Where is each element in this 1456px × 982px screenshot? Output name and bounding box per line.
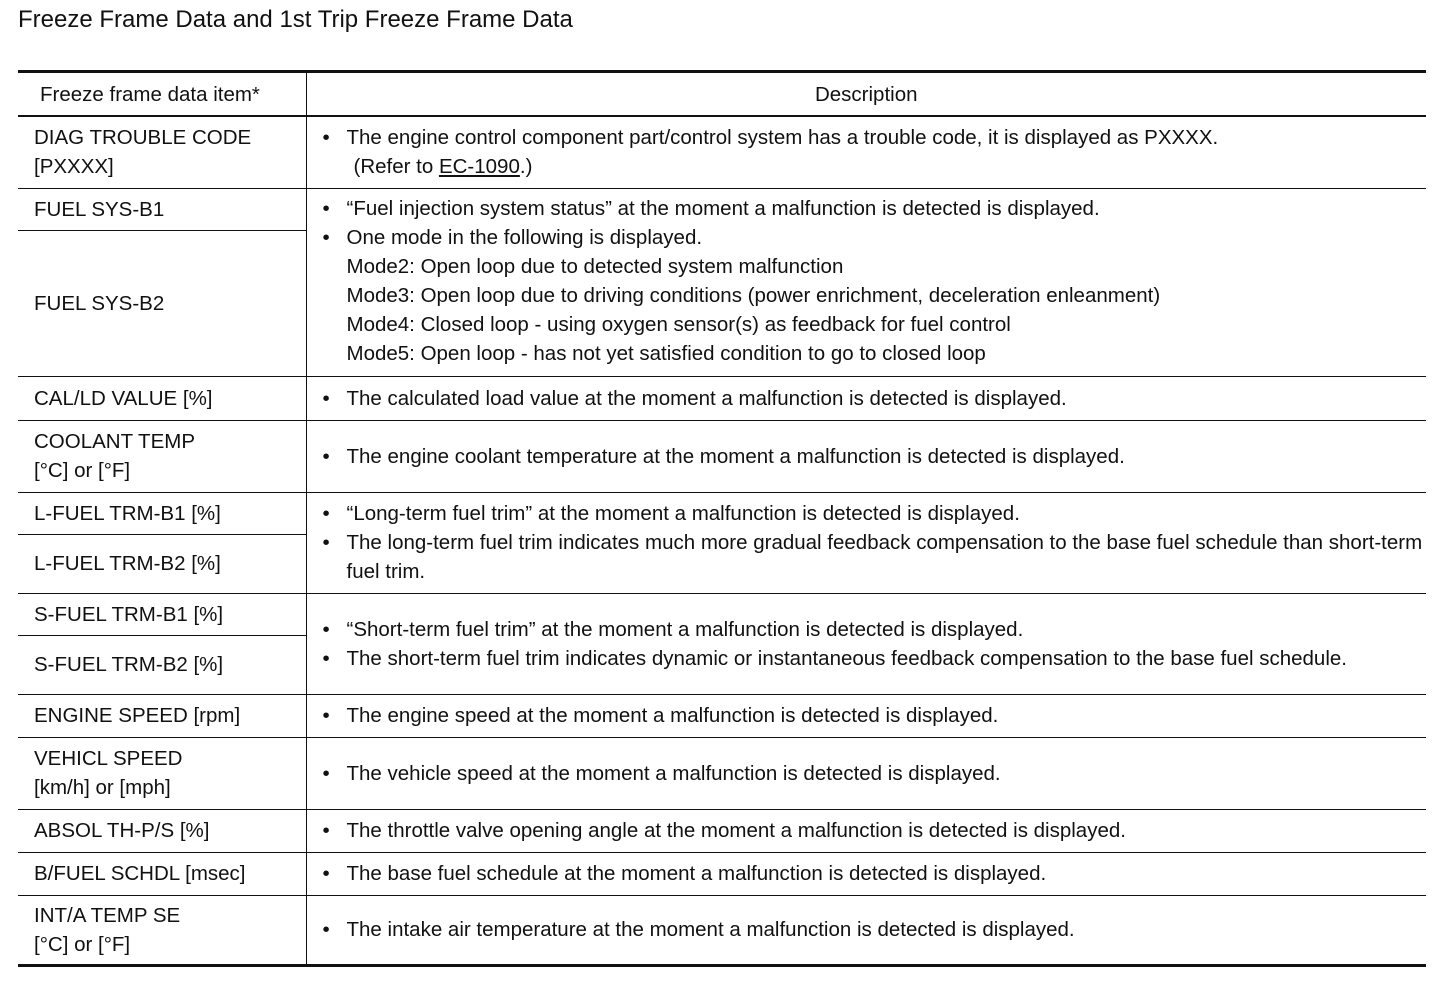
item-unit: [°C] or [°F]	[34, 932, 131, 956]
bullet-item: • The base fuel schedule at the moment a malfunction is detected is displayed.	[323, 859, 1427, 888]
item-cell	[18, 895, 306, 965]
table-row	[18, 593, 1426, 635]
bullet-item: • “Long-term fuel trim” at the moment a malfunction is detected is displayed.	[323, 499, 1427, 528]
table-row	[18, 737, 1426, 809]
ref-prefix: (Refer to	[353, 155, 439, 179]
description-text: • The engine control component part/control system has a trouble code, it is displayed as PXXXX.	[346, 126, 1219, 150]
item-cell: L-FUEL TRM-B2 [%]	[18, 534, 306, 593]
description-cell	[306, 116, 1426, 188]
item-cell: S-FUEL TRM-B1 [%]	[18, 593, 306, 635]
bullet-item: • The engine speed at the moment a malfunction is detected is displayed.	[323, 701, 1427, 730]
item-cell	[18, 737, 306, 809]
freeze-frame-table	[18, 70, 1426, 967]
item-cell: L-FUEL TRM-B1 [%]	[18, 492, 306, 534]
reference-link[interactable]: EC-1090	[438, 155, 520, 179]
bullet-item	[323, 123, 1427, 181]
description-cell	[306, 420, 1426, 492]
description-cell	[306, 593, 1426, 694]
item-label: COOLANT TEMP	[34, 430, 195, 453]
table-row	[18, 116, 1426, 188]
item-cell	[18, 116, 306, 188]
item-cell	[18, 420, 306, 492]
bullet-item: • The short-term fuel trim indicates dynamic or instantaneous feedback compensation to the base fuel schedule.	[323, 644, 1427, 673]
mode-line: Mode2: Open loop due to detected system malfunction	[346, 255, 844, 278]
table-row	[18, 492, 1426, 534]
header-description: Description	[306, 72, 1426, 117]
description-cell	[306, 492, 1426, 593]
bullet-item: • The engine coolant temperature at the moment a malfunction is detected is displayed.	[323, 442, 1427, 471]
item-label: INT/A TEMP SE	[34, 903, 181, 927]
mode-line: Mode4: Closed loop - using oxygen sensor(s) as feedback for fuel control	[346, 313, 1011, 336]
item-label: VEHICL SPEED	[34, 747, 183, 770]
description-cell	[306, 694, 1426, 737]
item-cell: B/FUEL SCHDL [msec]	[18, 852, 306, 895]
item-cell: CAL/LD VALUE [%]	[18, 376, 306, 420]
item-unit: [km/h] or [mph]	[34, 776, 171, 799]
bullet-item: • The calculated load value at the moment a malfunction is detected is displayed.	[323, 384, 1427, 413]
description-text: • One mode in the following is displayed.	[346, 226, 703, 249]
table-row	[18, 694, 1426, 737]
page-title: Freeze Frame Data and 1st Trip Freeze Frame Data	[18, 6, 573, 33]
table-row	[18, 420, 1426, 492]
mode-line: Mode5: Open loop - has not yet satisfied condition to go to closed loop	[346, 342, 986, 365]
item-cell: ABSOL TH-P/S [%]	[18, 809, 306, 852]
description-cell	[306, 895, 1426, 965]
mode-line: Mode3: Open loop due to driving conditions (power enrichment, deceleration enleanment)	[346, 284, 1161, 307]
bullet-item: • The long-term fuel trim indicates much more gradual feedback compensation to the base fuel schedule than short-term fuel trim.	[323, 528, 1427, 586]
table-row	[18, 809, 1426, 852]
description-cell	[306, 188, 1426, 376]
bullet-item: • The intake air temperature at the moment a malfunction is detected is displayed.	[323, 915, 1427, 944]
bullet-item: • The vehicle speed at the moment a malfunction is detected is displayed.	[323, 759, 1427, 788]
table-header-row	[18, 72, 1426, 117]
bullet-item: • “Short-term fuel trim” at the moment a malfunction is detected is displayed.	[323, 615, 1427, 644]
bullet-item: • The throttle valve opening angle at the moment a malfunction is detected is displayed.	[323, 816, 1427, 845]
bullet-item: • “Fuel injection system status” at the moment a malfunction is detected is displayed.	[323, 194, 1427, 223]
description-cell	[306, 376, 1426, 420]
description-cell	[306, 737, 1426, 809]
table-row	[18, 376, 1426, 420]
item-unit: [PXXXX]	[34, 155, 114, 179]
header-item: Freeze frame data item*	[18, 72, 306, 117]
table-row	[18, 188, 1426, 230]
description-cell	[306, 809, 1426, 852]
ref-suffix: .)	[519, 155, 533, 179]
description-cell	[306, 852, 1426, 895]
item-label: DIAG TROUBLE CODE	[34, 126, 252, 150]
item-cell: S-FUEL TRM-B2 [%]	[18, 635, 306, 694]
table-row	[18, 852, 1426, 895]
item-cell: FUEL SYS-B2	[18, 230, 306, 376]
item-cell: ENGINE SPEED [rpm]	[18, 694, 306, 737]
bullet-item	[323, 223, 1427, 368]
item-unit: [°C] or [°F]	[34, 459, 131, 482]
item-cell: FUEL SYS-B1	[18, 188, 306, 230]
table-row	[18, 895, 1426, 965]
